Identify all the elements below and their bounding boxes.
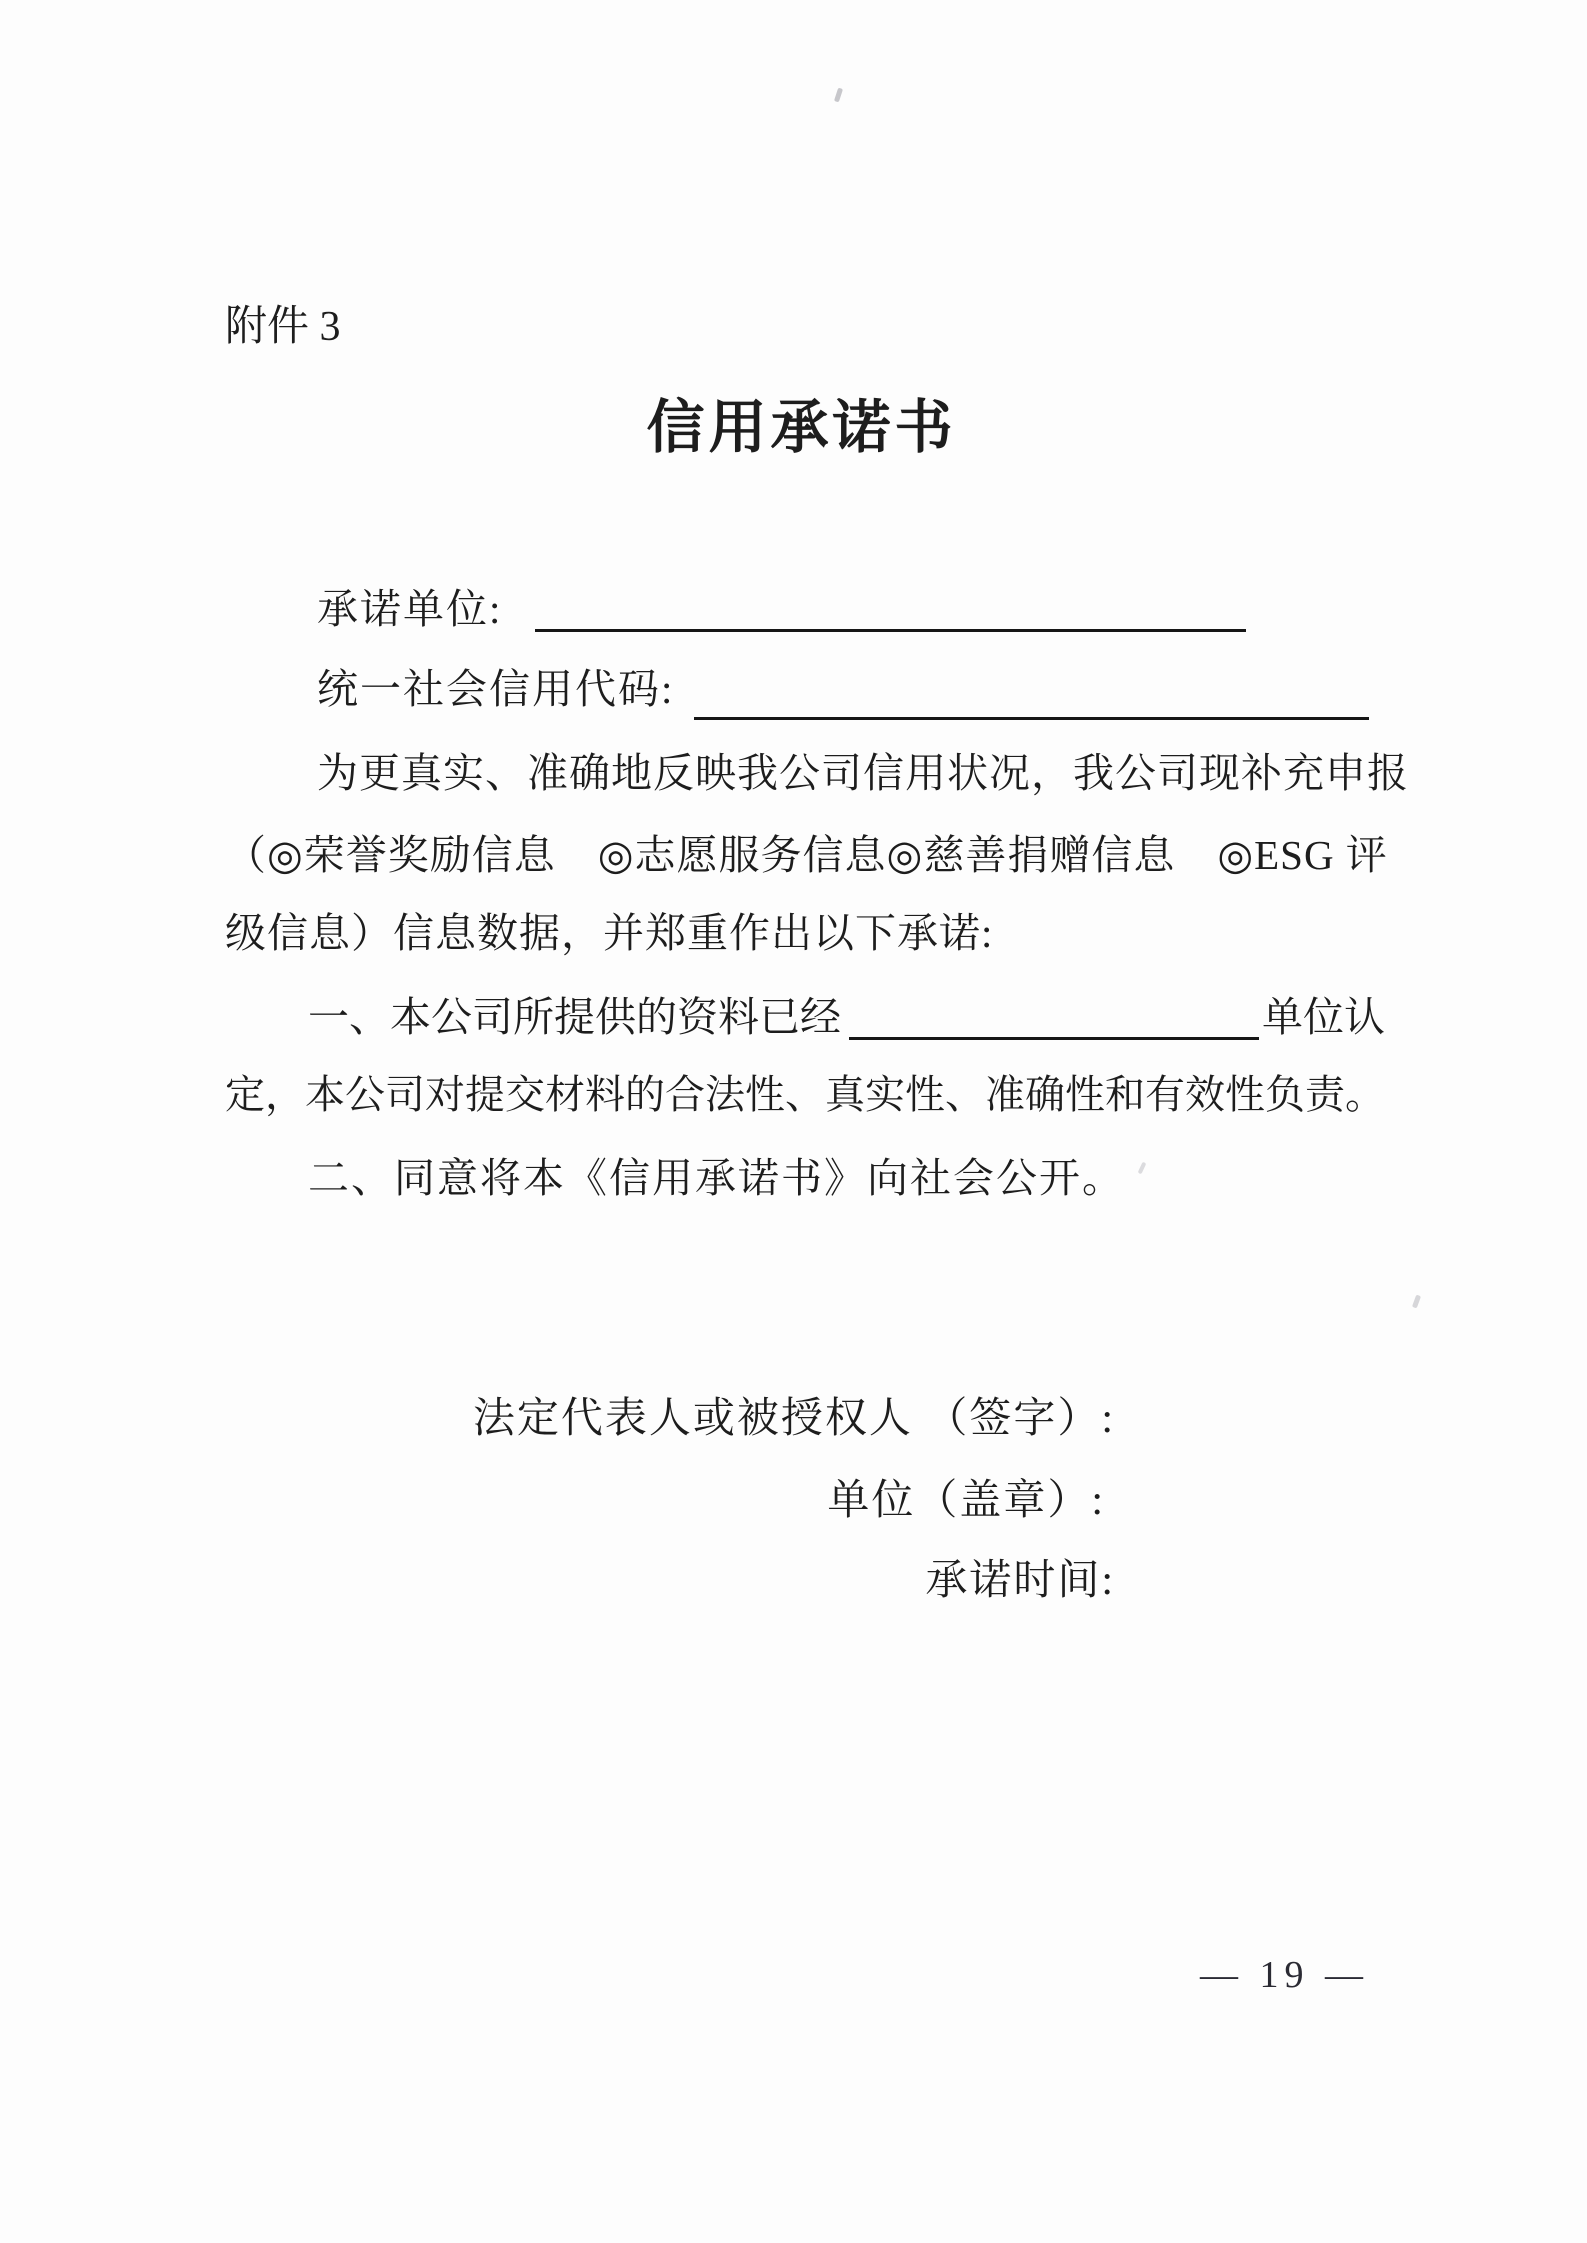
attachment-label: 附件 3 [225,304,341,350]
page-title: 信用承诺书 [646,395,957,460]
signature-line-representative: 法定代表人或被授权人 （签字）: [472,1396,1115,1442]
body-line-1: 为更真实、准确地反映我公司信用状况，我公司现补充申报 [317,750,1409,796]
signature-line-date: 承诺时间: [925,1558,1115,1604]
commitment-item1-continuation: 定，本公司对提交材料的合法性、真实性、准确性和有效性负责。 [225,1072,1385,1117]
field-label-unit: 承诺单位: [317,586,503,632]
commitment-item1-suffix: 单位认 [1262,994,1385,1040]
scan-artifact [1138,1162,1147,1175]
scan-artifact [1412,1295,1421,1309]
signature-line-unit-seal: 单位（盖章）: [827,1478,1105,1524]
body-line-2: （◎荣誉奖励信息 ◎志愿服务信息◎慈善捐赠信息 ◎ESG 评 [225,832,1388,878]
body-line-3: 级信息）信息数据，并郑重作出以下承诺: [225,910,994,956]
blank-line-unit [535,629,1246,632]
field-label-credit-code: 统一社会信用代码: [317,666,675,712]
scan-artifact [834,88,843,103]
commitment-item2: 二、同意将本《信用承诺书》向社会公开。 [308,1155,1125,1201]
commitment-item1-prefix: 一、本公司所提供的资料已经 [308,994,841,1040]
blank-line-item1 [849,1037,1259,1040]
blank-line-credit-code [694,717,1369,720]
page-number: — 19 — [1200,1954,1369,1996]
